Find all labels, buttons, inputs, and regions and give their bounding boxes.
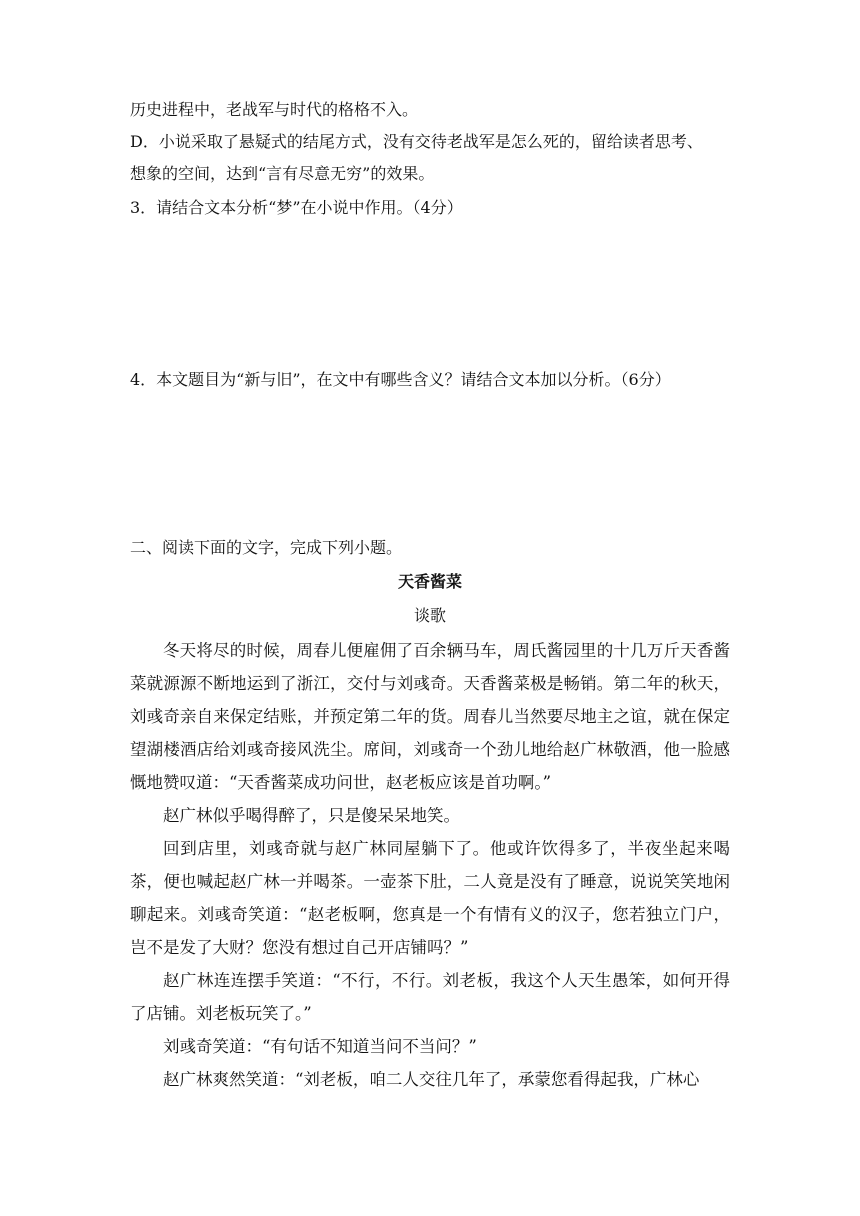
story-paragraph-5: 刘彧奇笑道：“有句话不知道当问不当问？” bbox=[163, 1037, 477, 1056]
section-2-heading: 二、阅读下面的文字，完成下列小题。 bbox=[130, 538, 403, 557]
story-author: 谈歌 bbox=[413, 606, 446, 625]
story-paragraph-3: 回到店里，刘彧奇就与赵广林同屋躺下了。他或许饮得多了，半夜坐起来喝茶，便也喊起赵广林一并喝茶。一壶茶下肚，二人竟是没有了睡意，说说笑笑地闲聊起来。刘彧奇笑道：“赵老板啊，您真是一个有情有义的汉子，您若独立门户，岂不是发了大财？您没有想过自己开店铺吗？” bbox=[130, 839, 730, 957]
question-3: 3．请结合文本分析“梦”在小说中作用。（4分） bbox=[130, 198, 463, 217]
option-c-tail: 历史进程中，老战军与时代的格格不入。 bbox=[130, 100, 419, 119]
option-d-line-1: D．小说采取了悬疑式的结尾方式，没有交待老战军是怎么死的，留给读者思考、 bbox=[130, 132, 703, 151]
story-title: 天香酱菜 bbox=[397, 572, 462, 591]
story-paragraph-6: 赵广林爽然笑道：“刘老板，咱二人交往几年了，承蒙您看得起我，广林心 bbox=[163, 1070, 700, 1089]
question-4: 4．本文题目为“新与旧”，在文中有哪些含义？请结合文本加以分析。（6分） bbox=[130, 370, 671, 389]
story-paragraph-2: 赵广林似乎喝得醉了，只是傻呆呆地笑。 bbox=[163, 806, 460, 825]
story-paragraph-4: 赵广林连连摆手笑道：“不行，不行。刘老板，我这个人天生愚笨，如何开得了店铺。刘老板玩笑了。” bbox=[130, 971, 730, 1023]
option-d-line-2: 想象的空间，达到“言有尽意无穷”的效果。 bbox=[130, 164, 435, 183]
story-paragraph-1: 冬天将尽的时候，周春儿便雇佣了百余辆马车，周氏酱园里的十几万斤天香酱菜就源源不断地运到了浙江，交付与刘彧奇。天香酱菜极是畅销。第二年的秋天，刘彧奇亲自来保定结账，并预定第二年的货。周春儿当然要尽地主之谊，就在保定望湖楼酒店给刘彧奇接风洗尘。席间，刘彧奇一个劲儿地给赵广林敬酒，他一脸感慨地赞叹道：“天香酱菜成功问世，赵老板应该是首功啊。” bbox=[130, 641, 730, 792]
